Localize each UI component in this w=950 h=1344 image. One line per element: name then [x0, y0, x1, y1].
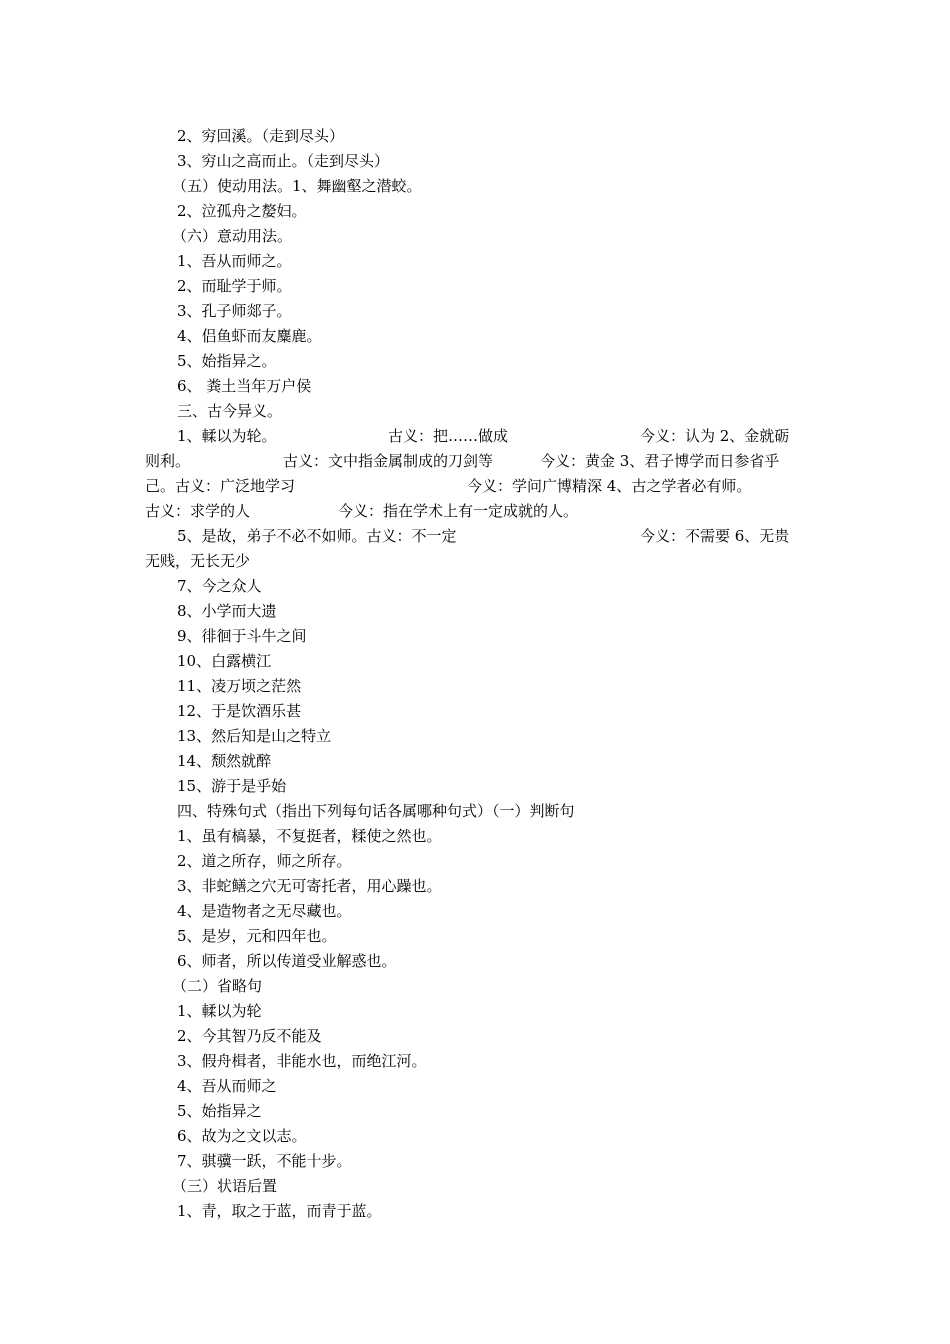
text-line: 8、小学而大遗: [177, 602, 277, 620]
text-line: 7、骐骥一跃，不能十步。: [177, 1152, 352, 1170]
text-line: 11、凌万顷之茫然: [177, 677, 302, 695]
paragraph-line: [145, 499, 250, 523]
text-line: 3、假舟楫者，非能水也，而绝江河。: [177, 1052, 427, 1070]
paragraph-line: [467, 474, 751, 498]
text-line: 5、始指异之。: [177, 352, 277, 370]
text-segment: 今义：黄金 3、君子博学而日参省乎: [540, 452, 780, 470]
text-line: 2、泣孤舟之嫠妇。: [177, 202, 307, 220]
text-line: 12、于是饮酒乐甚: [177, 702, 302, 720]
text-line: 2、道之所存，师之所存。: [177, 852, 352, 870]
section-heading: （二）省略句: [172, 977, 263, 995]
section-heading: 四、特殊句式（指出下列每句话各属哪种句式）（一）判断句: [177, 802, 575, 820]
paragraph-line: [388, 424, 508, 448]
text-line: 2、而耻学于师。: [177, 277, 292, 295]
text-segment: 古义：把……做成: [388, 427, 509, 445]
text-line: 4、侣鱼虾而友麋鹿。: [177, 327, 322, 345]
text-line: 三、古今异义。: [177, 402, 283, 420]
text-line: 7、今之众人: [177, 577, 262, 595]
paragraph-line: [640, 424, 789, 448]
text-segment: 今义：学问广博精深 4、古之学者必有师。: [467, 477, 752, 495]
paragraph-line: [540, 449, 779, 473]
text-line: 3、穷山之高而止。（走到尽头）: [177, 152, 390, 170]
text-line: 3、孔子师郯子。: [177, 302, 292, 320]
paragraph-line: 无贱，无长无少: [145, 552, 251, 570]
text-segment: 古义：求学的人: [145, 502, 251, 520]
text-line: 2、今其智乃反不能及: [177, 1027, 322, 1045]
text-line: 5、是岁，元和四年也。: [177, 927, 337, 945]
paragraph-line: [177, 524, 457, 548]
paragraph-line: [177, 424, 277, 448]
text-line: 3、非蛇鳝之穴无可寄托者，用心躁也。: [177, 877, 442, 895]
text-line: 6、故为之文以志。: [177, 1127, 307, 1145]
text-line: 1、輮以为轮: [177, 1002, 262, 1020]
text-segment: 今义：不需要 6、无贵: [640, 527, 790, 545]
paragraph-line: [640, 524, 789, 548]
text-line: 6、师者，所以传道受业解惑也。: [177, 952, 397, 970]
text-segment: 今义：认为 2、金就砺: [640, 427, 790, 445]
text-line: 15、游于是乎始: [177, 777, 287, 795]
text-segment: 5、是故，弟子不必不如师。古义：不一定: [177, 527, 457, 545]
text-segment: 古义：文中指金属制成的刀剑等: [283, 452, 494, 470]
text-line: 5、始指异之: [177, 1102, 262, 1120]
text-line: 1、吾从而师之。: [177, 252, 292, 270]
text-segment: 则利。: [145, 452, 191, 470]
paragraph-line: [283, 449, 493, 473]
text-line: 1、青，取之于蓝，而青于蓝。: [177, 1202, 382, 1220]
text-line: 10、白露横江: [177, 652, 272, 670]
text-line: （六）意动用法。: [172, 227, 293, 245]
section-heading: （三）状语后置: [172, 1177, 278, 1195]
text-line: 2、穷回溪。（走到尽头）: [177, 127, 345, 145]
text-line: （五）使动用法。1、舞幽壑之潜蛟。: [172, 177, 422, 195]
text-line: 1、虽有槁暴，不复挺者，糅使之然也。: [177, 827, 442, 845]
text-line: 14、颓然就醉: [177, 752, 272, 770]
paragraph-line: [338, 499, 578, 523]
text-line: 13、然后知是山之特立: [177, 727, 332, 745]
text-line: 4、是造物者之无尽藏也。: [177, 902, 352, 920]
text-segment: 己。古义：广泛地学习: [145, 477, 296, 495]
text-line: 6、 粪土当年万户侯: [177, 377, 312, 395]
paragraph-line: [145, 474, 295, 498]
paragraph-line: [145, 449, 190, 473]
text-segment: 1、輮以为轮。: [177, 427, 277, 445]
text-segment: 今义：指在学术上有一定成就的人。: [338, 502, 579, 520]
text-line: 4、吾从而师之: [177, 1077, 277, 1095]
text-line: 9、徘徊于斗牛之间: [177, 627, 307, 645]
